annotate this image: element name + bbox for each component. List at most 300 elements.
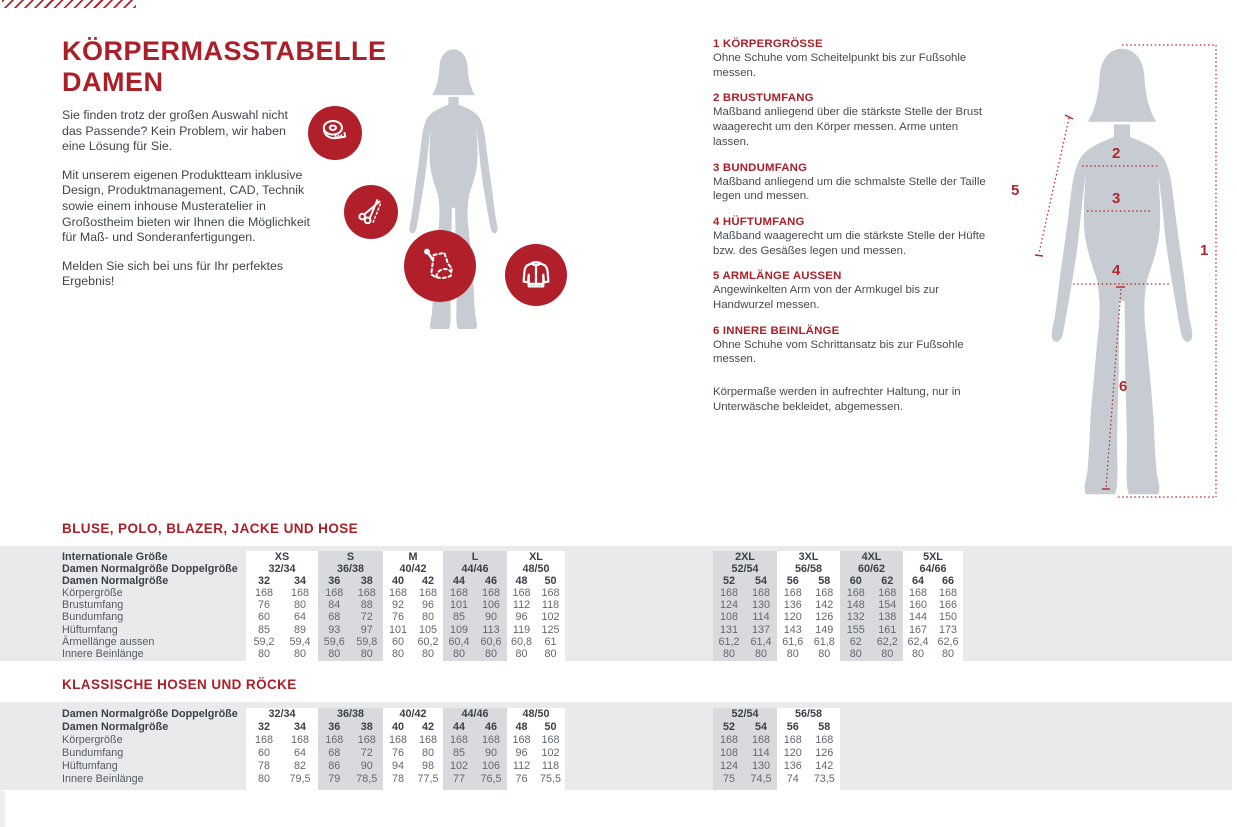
table-row [246,747,318,760]
header-row-label: Internationale Größe [62,551,168,563]
table-row [777,648,840,660]
value-cell: 86 [328,760,341,772]
value-cell: 60,6 [480,635,502,648]
table-row [903,611,963,623]
size-group [246,551,318,661]
table-row [507,611,565,623]
group-double-size: 56/58 [794,708,823,720]
measurement-instructions [713,38,991,415]
value-cell: 78 [257,760,270,772]
value-cell: 80 [911,647,924,660]
value-cell: 118 [541,760,560,772]
table-row [713,587,777,599]
table-row [246,599,318,611]
table-row [903,624,963,636]
value-cell: 166 [938,599,957,612]
group-double-size: 40/42 [399,708,427,720]
measuring-tape-badge [308,106,362,160]
value-cell: 131 [719,623,738,636]
value-cell: 130 [751,760,770,772]
value-cell: 88 [360,599,373,612]
table-row [318,760,383,773]
table-row [713,624,777,636]
value-cell: 114 [752,747,770,759]
instruction-title: 6 INNERE BEINLÄNGE [713,324,840,337]
table-title-trousers: KLASSISCHE HOSEN UND RÖCKE [62,677,297,692]
value-cell: 93 [328,623,341,636]
value-cell: 168 [481,734,500,746]
instruction-text: Ohne Schuhe vom Schrittansatz bis zur Fußsohle messen. [713,338,964,366]
value-cell: 80 [421,611,434,624]
value-cell: 92 [391,599,404,612]
table-row [246,636,318,648]
value-cell: 114 [752,611,770,624]
value-cell: 167 [908,623,927,636]
value-cell: 168 [512,734,531,746]
value-cell: 168 [719,734,738,746]
value-cell: 168 [290,587,309,600]
value-cell: 80 [328,647,341,660]
group-name: 4XL [861,551,882,563]
size-pair [713,721,777,734]
value-cell: 108 [719,611,738,624]
value-cell: 144 [908,611,927,624]
table-row [777,734,840,747]
value-cell: 80 [293,599,306,612]
size-pair [383,575,443,587]
size-cell: 50 [544,721,557,733]
value-cell: 78 [391,773,404,785]
value-cell: 168 [290,734,309,746]
value-cell: 138 [878,611,897,624]
table-row [777,611,840,623]
table-row [246,734,318,747]
group-double-size: 48/50 [522,708,550,720]
value-cell: 84 [328,599,341,612]
group-double-size: 36/38 [336,563,365,576]
table-row [246,624,318,636]
size-cell: 40 [391,721,404,733]
group-gap [565,551,713,661]
instruction-item [713,216,991,258]
table-row [383,747,443,760]
instruction-item [713,92,991,149]
instruction-text: Maßband anliegend um die schmalste Stelle der Taille legen und messen. [713,175,986,203]
value-cell: 168 [449,587,468,600]
marker-1: 1 [1200,242,1209,259]
header-row-label: Damen Normalgröße [62,721,169,733]
table-row [318,747,383,760]
value-cell: 80 [421,647,434,660]
table-row [443,760,507,773]
group-name: M [408,551,418,563]
value-cell: 85 [452,611,465,624]
value-cell: 168 [388,734,407,746]
value-cell: 109 [449,623,468,636]
table-row [713,611,777,623]
value-cell: 77 [452,773,465,785]
table-row [713,636,777,648]
value-cell: 79,5 [289,773,311,785]
size-group [713,708,777,790]
size-cell: 32 [257,575,270,588]
value-cell: 80 [849,647,862,660]
table-row [443,636,507,648]
table-row [318,648,383,660]
size-pair [318,575,383,587]
table-row [383,648,443,660]
value-cell: 168 [938,587,957,600]
row-label-column [62,551,246,661]
jacket-icon [517,256,555,294]
value-cell: 80 [786,647,799,660]
size-cell: 64 [911,575,924,588]
table-row [777,587,840,599]
value-cell: 61,2 [718,635,740,648]
table-row [777,747,840,760]
value-cell: 119 [512,623,531,636]
table-row [383,734,443,747]
band-filler [840,708,1232,790]
page-title-line1: KÖRPERMASSTABELLE [62,36,387,66]
value-cell: 168 [846,587,865,600]
group-double-size: 56/58 [794,563,823,576]
table-row [777,624,840,636]
table-row [246,611,318,623]
value-cell: 168 [388,587,407,600]
table-row [840,611,903,623]
size-cell: 38 [360,575,373,588]
size-cell: 52 [722,575,735,588]
intro-paragraph: Sie finden trotz der großen Auswahl nicht das Passende? Kein Problem, wir haben eine Lösung für Sie. [62,108,288,154]
size-cell: 34 [293,575,306,588]
size-group [383,708,443,790]
group-double-size: 64/66 [919,563,947,576]
value-cell: 168 [481,587,500,600]
size-cell: 48 [515,575,528,588]
group-double-size: 52/54 [731,563,759,576]
table-row [383,611,443,623]
value-cell: 97 [360,623,373,636]
value-cell: 76 [257,599,270,612]
value-cell: 80 [544,647,557,660]
value-cell: 150 [938,611,957,624]
value-cell: 68 [328,611,341,624]
header-row-label: Damen Normalgröße [62,575,169,588]
table-row [318,587,383,599]
header-row-label: Damen Normalgröße Doppelgröße [62,563,238,576]
table-row [713,599,777,611]
size-pair [713,575,777,587]
header-row-label: Damen Normalgröße Doppelgröße [62,708,238,720]
size-group [777,708,840,790]
value-cell: 60,4 [448,635,470,648]
value-cell: 85 [257,623,270,636]
table-row [383,773,443,786]
value-cell: 120 [783,611,802,624]
instruction-note: Körpermaße werden in aufrechter Haltung, nur in Unterwäsche bekleidet, abgemessen. [713,386,961,413]
value-cell: 62,6 [937,635,959,648]
row-label: Innere Beinlänge [62,773,144,785]
size-cell: 36 [328,575,341,588]
value-cell: 168 [541,587,560,600]
table-row [713,648,777,660]
value-cell: 85 [452,747,465,759]
table-row [840,599,903,611]
value-cell: 168 [512,587,531,600]
group-name: L [471,551,479,563]
table-row [246,760,318,773]
value-cell: 77,5 [417,773,439,785]
value-cell: 64 [293,747,306,759]
value-cell: 80 [754,647,767,660]
value-cell: 155 [846,623,865,636]
value-cell: 124 [719,760,738,772]
group-double-size: 40/42 [399,563,427,576]
value-cell: 168 [357,587,376,600]
page-edge-strip [0,791,5,827]
group-double-size: 36/38 [336,708,365,720]
value-cell: 168 [418,587,437,600]
row-label: Hüftumfang [62,760,118,772]
value-cell: 59,6 [323,635,345,648]
value-cell: 61 [544,635,557,648]
value-cell: 60 [257,611,270,624]
value-cell: 168 [815,587,834,600]
value-cell: 80 [293,647,306,660]
scissors-icon [354,195,388,229]
value-cell: 80 [360,647,373,660]
size-cell: 54 [754,721,767,733]
size-group [246,708,318,790]
value-cell: 80 [257,647,270,660]
value-cell: 61,4 [750,635,772,648]
measuring-tape-icon [318,116,352,150]
table-row [383,636,443,648]
value-cell: 76 [515,773,528,785]
value-cell: 78,5 [356,773,378,785]
size-pair [507,721,565,734]
marker-6: 6 [1119,378,1128,395]
table-row [246,773,318,786]
value-cell: 160 [908,599,927,612]
row-label-column [62,708,246,790]
size-cell: 46 [484,575,497,588]
size-cell: 62 [881,575,894,588]
instruction-item [713,270,991,312]
group-name: 3XL [798,551,819,563]
instruction-title: 2 BRUSTUMFANG [713,92,814,105]
value-cell: 136 [783,599,802,612]
value-cell: 124 [719,599,738,612]
value-cell: 102 [449,760,468,772]
group-name: 2XL [735,551,755,563]
marker-4: 4 [1112,262,1121,279]
table-row [443,648,507,660]
size-group [713,551,777,661]
value-cell: 125 [541,623,560,636]
value-cell: 168 [751,734,770,746]
value-cell: 168 [254,734,273,746]
table-row [246,648,318,660]
value-cell: 96 [515,747,528,759]
table-row [713,773,777,786]
size-pair [507,575,565,587]
table-row [507,636,565,648]
size-pair [777,721,840,734]
value-cell: 130 [751,599,770,612]
jacket-badge [505,244,567,306]
value-cell: 168 [719,587,738,600]
group-double-size: 48/50 [522,563,550,576]
value-cell: 90 [484,747,497,759]
size-cell: 40 [391,575,404,588]
group-name: 5XL [923,551,943,563]
size-cell: 34 [293,721,306,733]
table-row [318,636,383,648]
value-cell: 74,5 [750,773,772,785]
value-cell: 75,5 [539,773,561,785]
value-cell: 168 [254,587,273,600]
instruction-text: Ohne Schuhe vom Scheitelpunkt bis zur Fußsohle messen. [713,52,967,79]
value-cell: 96 [515,611,528,624]
size-cell: 42 [421,721,434,733]
size-group [383,551,443,661]
value-cell: 76 [391,611,404,624]
value-cell: 74 [786,773,799,785]
band-filler [963,551,1232,661]
value-cell: 168 [418,734,437,746]
group-name: XS [274,551,290,563]
table-row [840,636,903,648]
value-cell: 108 [719,747,738,759]
value-cell: 59,2 [253,635,275,648]
value-cell: 168 [908,587,927,600]
table-row [383,760,443,773]
size-pair [903,575,963,587]
value-cell: 62,2 [876,635,898,648]
value-cell: 75 [722,773,735,785]
measurement-lines [985,15,1237,527]
marker-3: 3 [1112,190,1121,207]
group-double-size: 52/54 [731,708,759,720]
value-cell: 80 [941,647,954,660]
size-cell: 58 [818,575,831,588]
value-cell: 96 [421,599,434,612]
value-cell: 118 [541,599,560,612]
value-cell: 106 [481,760,500,772]
table-row [383,587,443,599]
instruction-item [713,162,991,204]
value-cell: 112 [512,599,531,612]
table-row [383,624,443,636]
size-cell: 38 [360,721,373,733]
value-cell: 149 [815,623,834,636]
table-row [443,599,507,611]
sewing-pattern-icon [418,244,462,288]
size-cell: 46 [484,721,497,733]
value-cell: 112 [512,760,531,772]
table-row [383,599,443,611]
size-group [903,551,963,661]
value-cell: 173 [938,623,957,636]
size-group [443,708,507,790]
size-pair [246,575,318,587]
value-cell: 142 [815,760,834,772]
table-row [507,773,565,786]
table-row [318,611,383,623]
size-cell: 60 [849,575,862,588]
sewing-pattern-badge [404,230,476,302]
value-cell: 59,8 [356,635,378,648]
table-row [840,624,903,636]
value-cell: 120 [783,747,802,759]
table-row [903,636,963,648]
value-cell: 80 [722,647,735,660]
size-pair [318,721,383,734]
table-row [713,760,777,773]
size-table-trousers [0,702,1232,790]
value-cell: 148 [846,599,865,612]
size-cell: 44 [452,575,465,588]
value-cell: 60,8 [510,635,532,648]
value-cell: 80 [881,647,894,660]
value-cell: 62 [849,635,862,648]
size-group [777,551,840,661]
value-cell: 113 [482,623,500,636]
table-row [318,599,383,611]
table-row [246,587,318,599]
value-cell: 82 [293,760,306,772]
value-cell: 161 [878,623,897,636]
instruction-title: 3 BUNDUMFANG [713,161,808,174]
value-cell: 80 [484,647,497,660]
table-row [507,747,565,760]
size-group [443,551,507,661]
value-cell: 168 [783,587,802,600]
table-row [777,773,840,786]
value-cell: 105 [418,623,437,636]
value-cell: 61,8 [813,635,835,648]
group-name: S [346,551,355,563]
page-title [62,36,387,97]
size-pair [443,721,507,734]
table-row [903,587,963,599]
instruction-text: Angewinkelten Arm von der Armkugel bis zur Handwurzel messen. [713,284,940,312]
table-row [443,747,507,760]
row-label: Bundumfang [62,747,124,759]
value-cell: 102 [541,611,560,624]
value-cell: 60,2 [417,635,439,648]
value-cell: 101 [449,599,468,612]
instruction-text: Maßband waagerecht um die stärkste Stelle der Hüfte bzw. des Gesäßes legen und messen. [713,229,986,257]
size-cell: 44 [452,721,465,733]
scissors-badge [344,185,398,239]
size-group [507,551,565,661]
table-row [903,648,963,660]
size-cell: 36 [328,721,341,733]
value-cell: 126 [815,611,834,624]
table-row [777,636,840,648]
value-cell: 68 [328,747,341,759]
value-cell: 80 [452,647,465,660]
size-table-blouse [0,546,1232,661]
size-cell: 66 [941,575,954,588]
value-cell: 106 [481,599,500,612]
table-row [713,747,777,760]
instruction-item [713,325,991,367]
value-cell: 168 [783,734,802,746]
